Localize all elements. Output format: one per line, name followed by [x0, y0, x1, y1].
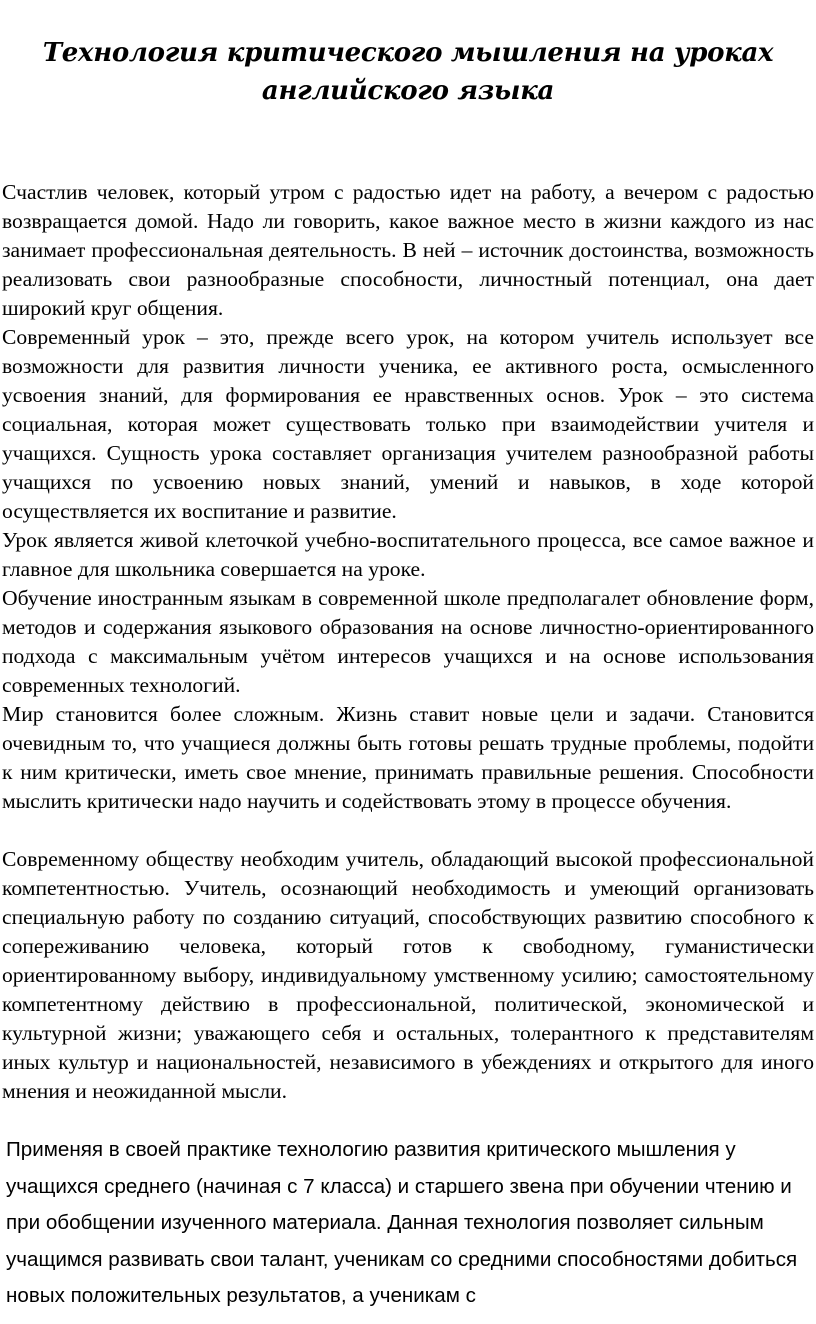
paragraph-6: Современному обществу необходим учитель, обладающий высокой профессиональной компетентностью. Учитель, осознающий необходимость и умеющий организовать специальную работу по созданию ситуаций, способствующих развитию способного к сопереживанию человека, который готов к свободному, гуманистически ориентированному выбору, индивидуальному умственному усилию; самостоятельному компетентному действию в профессиональной, политической, экономической и культурной жизни; уважающего себя и остальных, толерантного к представителям иных культур и национальностей, независимого в убеждениях и открытого для иного мнения и неожиданной мысли. [2, 847, 814, 1103]
paragraph-5: Мир становится более сложным. Жизнь ставит новые цели и задачи. Становится очевидным то, что учащиеся должны быть готовы решать трудные проблемы, подойти к ним критически, иметь свое мнение, принимать правильные решения. Способности мыслить критически надо научить и содействовать этому в процессе обучения. [2, 702, 814, 813]
closing-paragraph: Применяя в своей практике технологию развития критического мышления у учащихся среднего (начиная с 7 класса) и старшего звена при обучении чтению и при обобщении изученного материала. Данная технология позволяет сильным учащимся развивать свои талант, ученикам со средними способностями добиться новых положительных результатов, а ученикам с [6, 1138, 798, 1307]
document-title: Технология критического мышления на уроках английского языка [42, 38, 774, 106]
paragraph-3: Урок является живой клеточкой учебно-воспитательного процесса, все самое важное и главное для школьника совершается на уроке. [2, 528, 814, 581]
paragraph-2: Современный урок – это, прежде всего урок, на котором учитель использует все возможности для развития личности ученика, ее активного роста, осмысленного усвоения знаний, для формирования ее нравственных основ. Урок – это система социальная, которая может существовать только при взаимодействии учителя и учащихся. Сущность урока составляет организация учителем разнообразной работы учащихся по усвоению новых знаний, умений и навыков, в ходе которой осуществляется их воспитание и развитие. [2, 325, 814, 523]
paragraph-4: Обучение иностранным языкам в современной школе предполагалет обновление форм, методов и содержания языкового образования на основе личностно-ориентированного подхода с максимальным учётом интересов учащихся и на основе использования современных технологий. [2, 586, 814, 697]
paragraph-1: Счастлив человек, который утром с радостью идет на работу, а вечером с радостью возвращается домой. Надо ли говорить, какое важное место в жизни каждого из нас занимает профессиональная деятельность. В ней – источник достоинства, возможность реализовать свои разнообразные способности, личностный потенциал, она дает широкий круг общения. [2, 180, 814, 320]
document-body [2, 178, 814, 1106]
